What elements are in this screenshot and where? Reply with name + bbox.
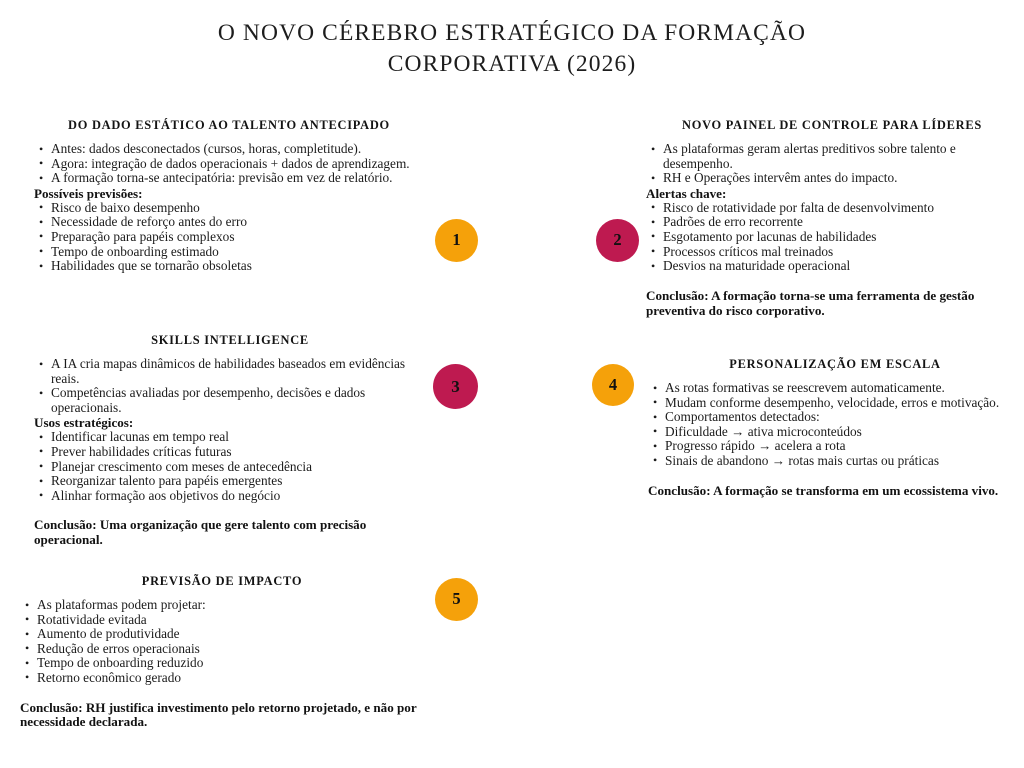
- conclusion-5: Conclusão: RH justifica investimento pelo retorno projetado, e não por necessidade declarada.: [20, 699, 417, 730]
- list-item: • As rotas formativas se reescrevem automaticamente.: [648, 381, 1022, 396]
- list-item: • As plataformas geram alertas preditivos sobre talento e desempenho.: [646, 142, 1018, 171]
- list-item: • Preparação para papéis complexos: [34, 230, 424, 245]
- bullet-list-2: [646, 142, 1018, 186]
- bullet-list-4: [648, 381, 1022, 469]
- step-badge-3: 3: [433, 364, 478, 409]
- list-item: • Tempo de onboarding reduzido: [20, 656, 424, 671]
- list-item: • Desvios na maturidade operacional: [646, 259, 1018, 274]
- step-badge-5: 5: [435, 578, 478, 621]
- sub-bullet-list-1: [34, 201, 424, 274]
- list-item: • Processos críticos mal treinados: [646, 245, 1018, 260]
- list-item: • Antes: dados desconectados (cursos, horas, completitude).: [34, 142, 424, 157]
- list-item: • As plataformas podem projetar:: [20, 598, 424, 613]
- section-heading-4: PERSONALIZAÇÃO EM ESCALA: [729, 357, 941, 371]
- section-body-2: [646, 142, 1018, 318]
- section-block-5: [20, 574, 424, 730]
- step-badge-4: 4: [592, 364, 634, 406]
- list-item: • Risco de baixo desempenho: [34, 201, 424, 216]
- list-item: • Prever habilidades críticas futuras: [34, 445, 426, 460]
- step-badge-1: 1: [435, 219, 478, 262]
- sub-bullet-list-2: [646, 201, 1018, 274]
- list-item: • RH e Operações intervêm antes do impacto.: [646, 171, 1018, 186]
- sub-bullet-list-3: [34, 430, 426, 503]
- list-item: • Esgotamento por lacunas de habilidades: [646, 230, 1018, 245]
- list-item: • Identificar lacunas em tempo real: [34, 430, 426, 445]
- page-title: O NOVO CÉREBRO ESTRATÉGICO DA FORMAÇÃO CORPORATIVA (2026): [217, 20, 807, 77]
- section-block-4: [648, 357, 1022, 498]
- section-heading-1: DO DADO ESTÁTICO AO TALENTO ANTECIPADO: [68, 118, 390, 132]
- list-item: • Aumento de produtividade: [20, 627, 424, 642]
- list-item: • Progresso rápido → acelera a rota: [648, 439, 1022, 454]
- section-block-1: [34, 118, 424, 274]
- conclusion-3: Conclusão: Uma organização que gere talento com precisão operacional.: [34, 517, 367, 548]
- conclusion-4: Conclusão: A formação se transforma em um ecossistema vivo.: [648, 482, 999, 498]
- sub-label-3: Usos estratégicos:: [34, 415, 134, 431]
- list-item: • A formação torna-se antecipatória: previsão em vez de relatório.: [34, 171, 424, 186]
- bullet-list-3: [34, 357, 426, 415]
- list-item: • Tempo de onboarding estimado: [34, 245, 424, 260]
- list-item: • Agora: integração de dados operacionais + dados de aprendizagem.: [34, 157, 424, 172]
- list-item: • Rotatividade evitada: [20, 613, 424, 628]
- list-item: • A IA cria mapas dinâmicos de habilidades baseados em evidências reais.: [34, 357, 426, 386]
- list-item: • Mudam conforme desempenho, velocidade, erros e motivação.: [648, 396, 1022, 411]
- list-item: • Planejar crescimento com meses de antecedência: [34, 460, 426, 475]
- list-item: • Necessidade de reforço antes do erro: [34, 215, 424, 230]
- section-heading-2: NOVO PAINEL DE CONTROLE PARA LÍDERES: [682, 118, 982, 132]
- list-item: • Habilidades que se tornarão obsoletas: [34, 259, 424, 274]
- list-item: • Retorno econômico gerado: [20, 671, 424, 686]
- list-item: • Alinhar formação aos objetivos do negócio: [34, 489, 426, 504]
- section-body-5: [20, 598, 424, 730]
- section-body-3: [34, 357, 426, 548]
- list-item: • Padrões de erro recorrente: [646, 215, 1018, 230]
- conclusion-2: Conclusão: A formação torna-se uma ferramenta de gestão preventiva do risco corporativo.: [646, 287, 975, 318]
- list-item: • Sinais de abandono → rotas mais curtas ou práticas: [648, 454, 1022, 469]
- section-heading-3: SKILLS INTELLIGENCE: [151, 333, 309, 347]
- list-item: • Reorganizar talento para papéis emergentes: [34, 474, 426, 489]
- list-item: • Comportamentos detectados:: [648, 410, 1022, 425]
- step-badge-2: 2: [596, 219, 639, 262]
- list-item: • Risco de rotatividade por falta de desenvolvimento: [646, 201, 1018, 216]
- section-body-1: [34, 142, 424, 274]
- list-item: • Dificuldade → ativa microconteúdos: [648, 425, 1022, 440]
- section-heading-5: PREVISÃO DE IMPACTO: [141, 574, 303, 588]
- section-block-3: [34, 333, 426, 548]
- list-item: • Competências avaliadas por desempenho, decisões e dados operacionais.: [34, 386, 426, 415]
- bullet-list-5: [20, 598, 424, 686]
- sub-label-2: Alertas chave:: [646, 185, 727, 201]
- list-item: • Redução de erros operacionais: [20, 642, 424, 657]
- sub-label-1: Possíveis previsões:: [34, 185, 143, 201]
- section-block-2: [646, 118, 1018, 318]
- section-body-4: [648, 381, 1022, 498]
- bullet-list-1: [34, 142, 424, 186]
